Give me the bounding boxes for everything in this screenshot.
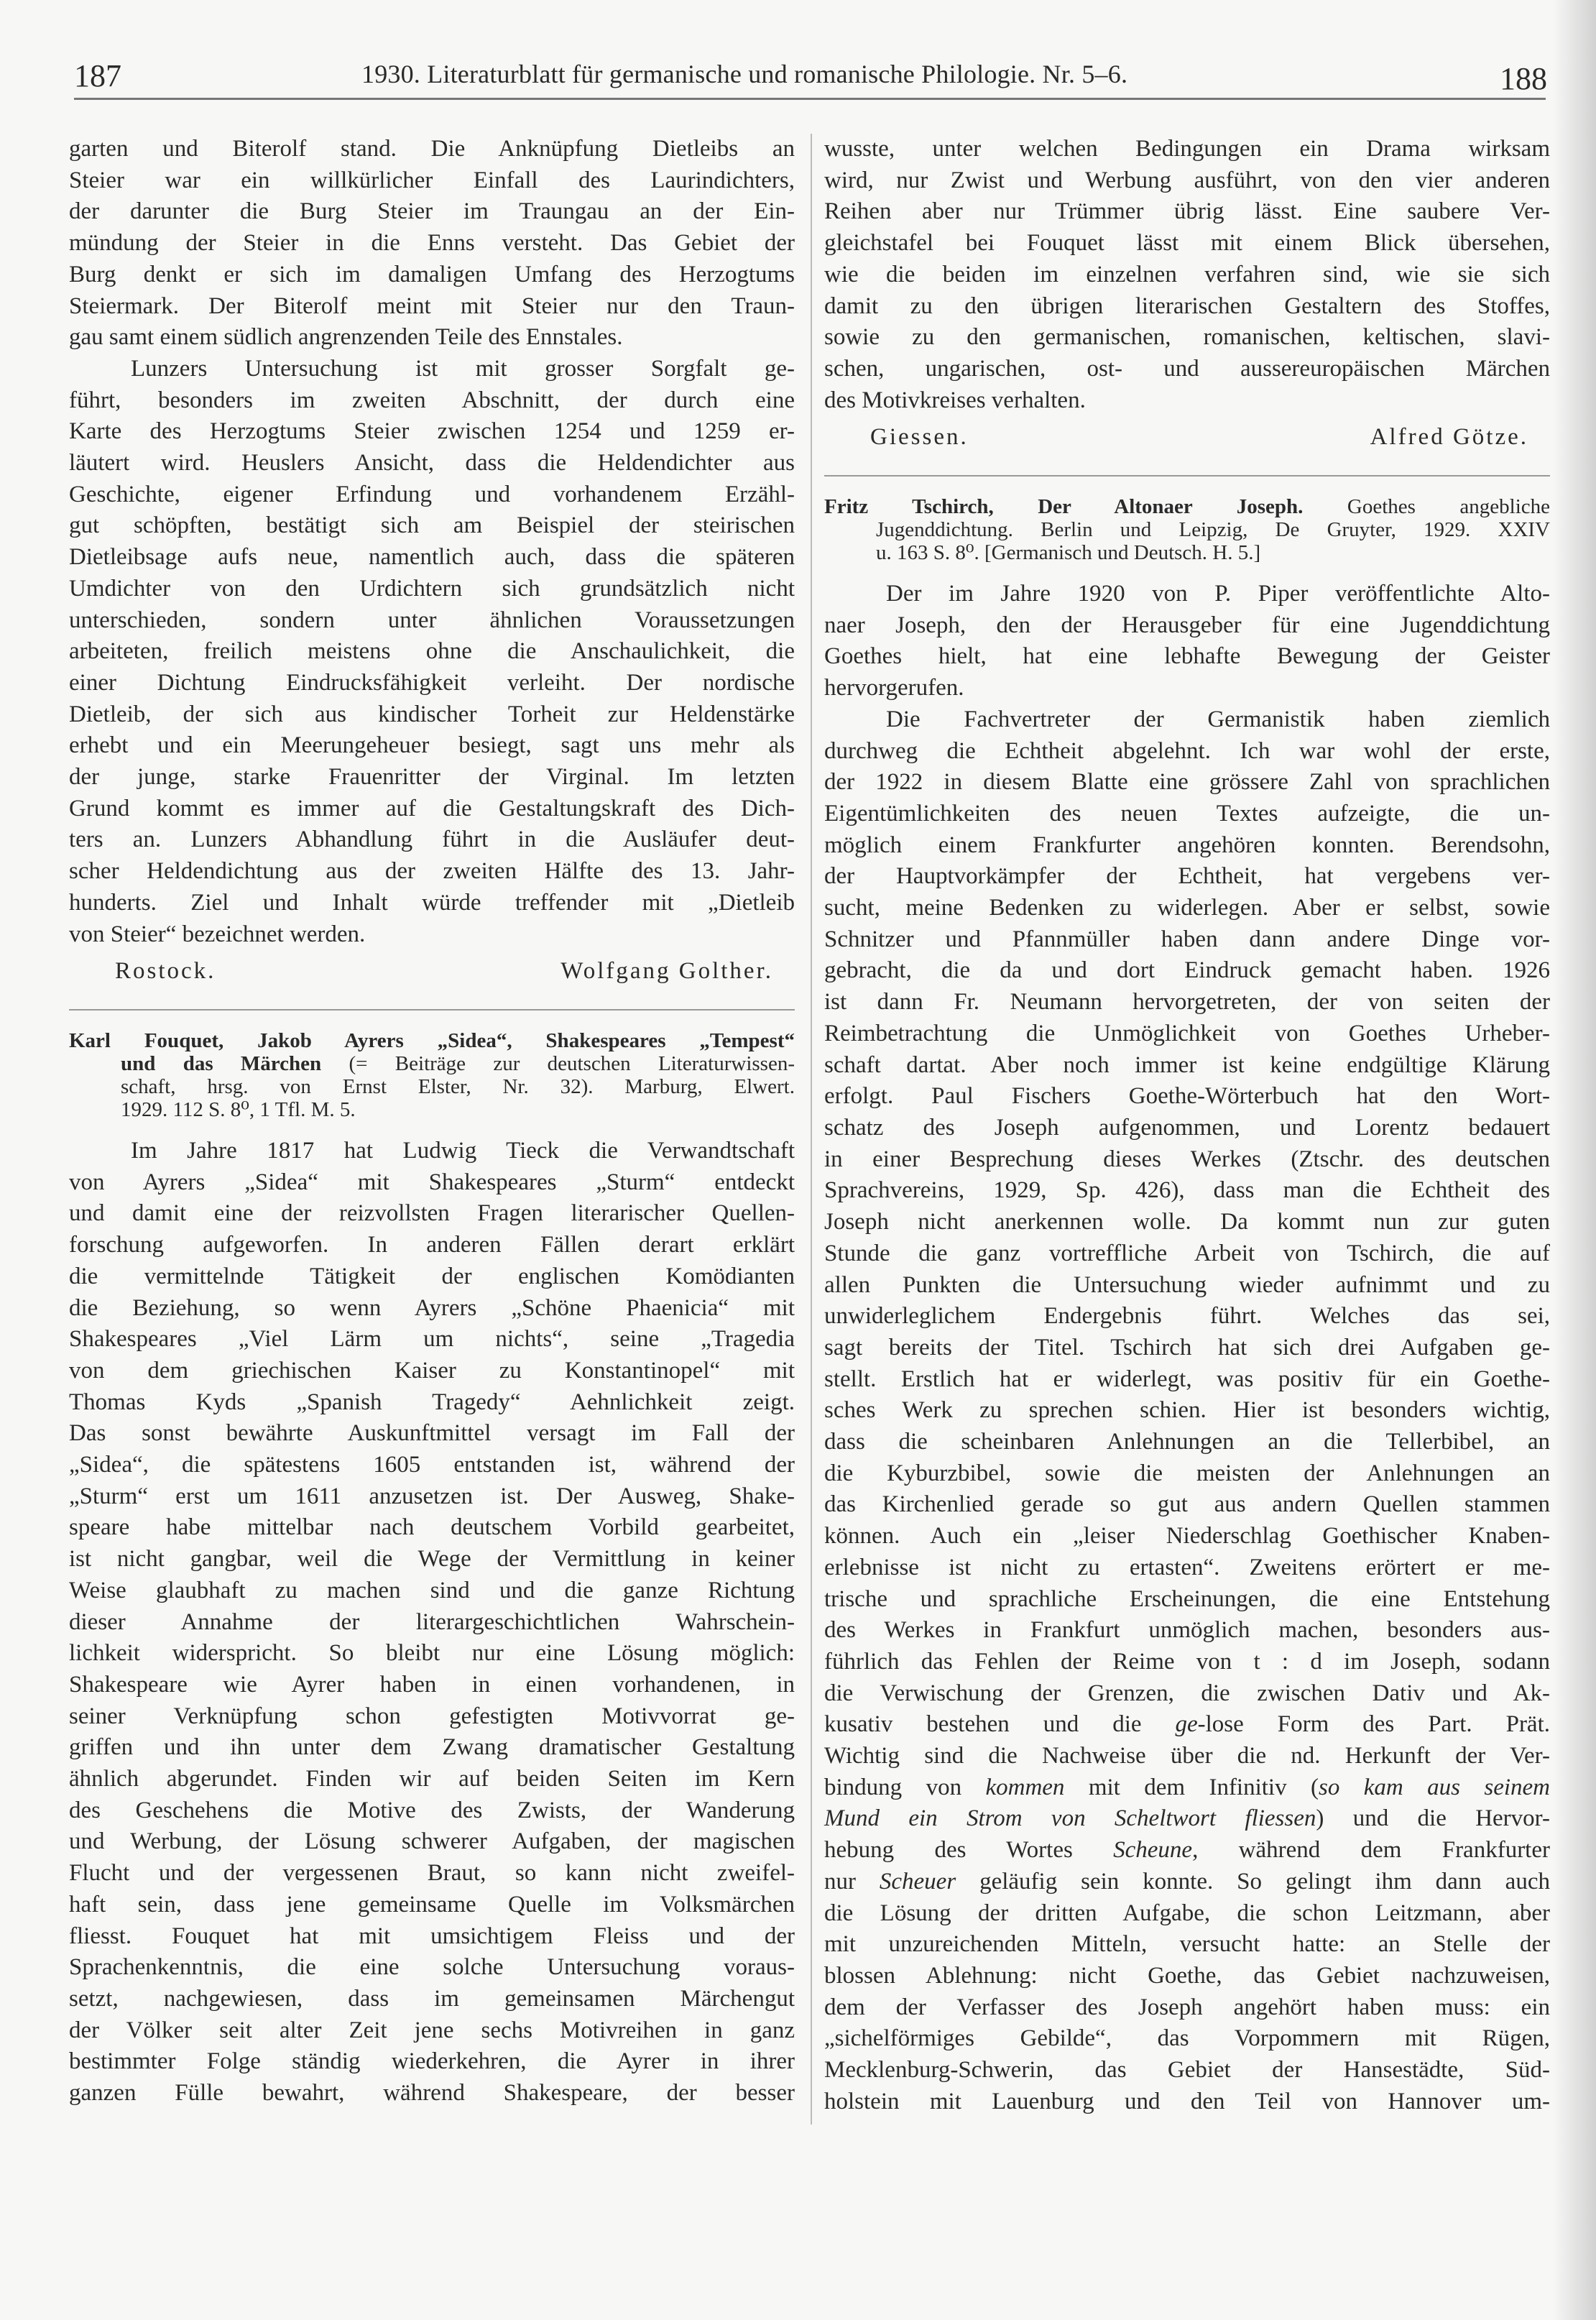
text-line: Schnitzer und Pfannmüller haben dann andere Dinge vor- <box>824 926 1550 952</box>
text-line: haft sein, dass jene gemeinsame Quelle im Volksmärchen <box>69 1891 795 1918</box>
text-line: dass die scheinbaren Anlehnungen an die Tellerbibel, an <box>824 1429 1550 1455</box>
text-line: der junge, starke Frauenritter der Virginal. Im letzten <box>69 764 795 791</box>
text-line: die Verwischung der Grenzen, die zwischen Dativ und Ak- <box>824 1680 1550 1706</box>
text-line: Steiermark. Der Biterolf meint mit Steier nur den Traun- <box>69 293 795 319</box>
text-line: lichkeit widerspricht. So bleibt nur eine Lösung möglich: <box>69 1640 795 1667</box>
text-line: von dem griechischen Kaiser zu Konstantinopel“ mit <box>69 1357 795 1384</box>
text-line: und Werbung, der Lösung schwerer Aufgaben, der magischen <box>69 1828 795 1855</box>
bibliography-fouquet <box>69 1029 795 1121</box>
biblio-title-cont: und das Märchen <box>121 1051 322 1075</box>
text-line: unterschieden, sondern unter ähnlichen Voraussetzungen <box>69 607 795 633</box>
left-column <box>69 134 795 2109</box>
text-line: fliesst. Fouquet hat mit umsichtigem Fleiss und der <box>69 1923 795 1949</box>
text-line: sches Werk zu sprechen schien. Hier ist besonders wichtig, <box>824 1397 1550 1424</box>
text-line: Mecklenburg-Schwerin, das Gebiet der Hansestädte, Süd- <box>824 2057 1550 2084</box>
text-line: holstein mit Lauenburg und den Teil von Hannover um- <box>824 2088 1550 2114</box>
text-line: von Ayrers „Sidea“ mit Shakespeares „Sturm“ entdeckt <box>69 1169 795 1195</box>
text-line: kusativ bestehen und die ge-lose Form des Part. Prät. <box>824 1711 1550 1738</box>
section-rule <box>824 475 1550 477</box>
review-lunzer-paragraph-2 <box>69 354 795 950</box>
text-line: gebracht, die da und dort Eindruck gemacht haben. 1926 <box>824 957 1550 984</box>
text-line: bindung von kommen mit dem Infinitiv (so kam aus seinem <box>824 1774 1550 1800</box>
review-tschirch-paragraph-1 <box>824 579 1550 704</box>
text-line: trische und sprachliche Erscheinungen, die eine Entstehung <box>824 1585 1550 1612</box>
text-line: wird, nur Zwist und Werbung ausführt, von den vier anderen <box>824 167 1550 193</box>
text-line: dieser Annahme der literargeschichtlichen Wahrschein- <box>69 1608 795 1635</box>
text-line: Dietleib, der sich aus kindischer Torheit zur Heldenstärke <box>69 701 795 727</box>
text-line: Reimbetrachtung die Unmöglichkeit von Goethes Urheber- <box>824 1020 1550 1046</box>
text-line: Weise glaubhaft zu machen sind und die ganze Richtung <box>69 1577 795 1603</box>
text-line: von Steier“ bezeichnet werden. <box>69 921 366 947</box>
biblio-series: (= Beiträge zur deutschen Literaturwissen- <box>321 1051 795 1075</box>
text-line: scher Heldendichtung aus der zweiten Hälfte des 13. Jahr- <box>69 858 795 885</box>
text-line: Reihen aber nur Trümmer übrig lässt. Eine saubere Ver- <box>824 198 1550 225</box>
column-divider <box>811 134 812 2125</box>
text-line: hervorgerufen. <box>824 675 964 701</box>
text-line: sagt bereits der Titel. Tschirch hat sich drei Aufgaben ge- <box>824 1334 1550 1361</box>
text-line: Stunde die ganz vortreffliche Arbeit von Tschirch, die auf <box>824 1240 1550 1266</box>
text-line: erhebt und ein Meerungeheuer besiegt, sagt uns mehr als <box>69 732 795 759</box>
signature-author: Alfred Götze. <box>1370 424 1528 451</box>
page-number-right: 188 <box>1500 61 1547 96</box>
text-line: mündung der Steier in die Enns versteht. Das Gebiet der <box>69 230 795 257</box>
text-line: blossen Ablehnung: nicht Goethe, das Gebiet nachzuweisen, <box>824 1962 1550 1989</box>
text-line: hunderts. Ziel und Inhalt würde treffender mit „Dietleib <box>69 889 795 916</box>
text-line: unwiderleglichem Endergebnis führt. Welches das sei, <box>824 1303 1550 1330</box>
text-line: Steier war ein willkürlicher Einfall des Laurindichters, <box>69 167 795 193</box>
text-line: der Völker seit alter Zeit jene sechs Motivreihen in ganz <box>69 2017 795 2043</box>
text-line: ist nicht gangbar, weil die Wege der Vermittlung in keiner <box>69 1546 795 1573</box>
signature-place: Giessen. <box>870 424 969 451</box>
text-line: Im Jahre 1817 hat Ludwig Tieck die Verwandtschaft <box>131 1137 795 1164</box>
text-line: Der im Jahre 1920 von P. Piper veröffentlichte Alto- <box>886 581 1550 607</box>
text-line: ters an. Lunzers Abhandlung führt in die Ausläufer deut- <box>69 827 795 853</box>
review-lunzer-continuation <box>69 134 795 354</box>
text-line: können. Auch ein „leiser Niederschlag Goethischer Knaben- <box>824 1523 1550 1550</box>
text-line: Geschichte, eigener Erfindung und vorhandenem Erzähl- <box>69 481 795 507</box>
signature-place: Rostock. <box>115 958 216 985</box>
text-line: forschung aufgeworfen. In anderen Fällen derart erklärt <box>69 1232 795 1258</box>
text-line: dem der Verfasser des Joseph angehört haben muss: ein <box>824 1994 1550 2020</box>
text-line: Burg denkt er sich im damaligen Umfang des Herzogtums <box>69 261 795 287</box>
page-number-left: 187 <box>74 58 121 93</box>
text-line: erfolgt. Paul Fischers Goethe-Wörterbuch hat den Wort- <box>824 1083 1550 1110</box>
header-rule <box>74 98 1546 100</box>
text-line: Flucht und der vergessenen Braut, so kann nicht zweifel- <box>69 1860 795 1887</box>
section-rule <box>69 1009 795 1011</box>
text-line: das Kirchenlied gerade so gut aus andern Quellen stammen <box>824 1491 1550 1518</box>
review-tschirch-paragraph-2 <box>824 704 1550 2118</box>
review-fouquet-continuation <box>824 134 1550 416</box>
page-edge-shadow <box>1553 0 1596 2320</box>
text-line: Umdichter von den Urdichtern sich grundsätzlich nicht <box>69 575 795 602</box>
text-line: wusste, unter welchen Bedingungen ein Drama wirksam <box>824 136 1550 162</box>
text-line: führlich das Fehlen der Reime von t : d im Joseph, sodann <box>824 1648 1550 1675</box>
text-line: „sichelförmiges Gebilde“, das Vorpommern mit Rügen, <box>824 2025 1550 2052</box>
text-line: der Hauptvorkämpfer der Echtheit, hat vergebens ver- <box>824 863 1550 890</box>
text-line: gau samt einem südlich angrenzenden Teile des Ennstales. <box>69 324 623 351</box>
biblio-publisher: schaft, hrsg. von Ernst Elster, Nr. 32). Marburg, Elwert. <box>121 1074 795 1098</box>
text-line: Goethes hielt, hat eine lebhafte Bewegung der Geister <box>824 643 1550 670</box>
biblio-title: Jakob Ayrers „Sidea“, Shakespeares „Tempest“ <box>223 1028 795 1052</box>
text-line: ganzen Fülle bewahrt, während Shakespeare, der besser <box>69 2080 795 2107</box>
text-line: die vermittelnde Tätigkeit der englischen Komödianten <box>69 1263 795 1289</box>
review-fouquet-body <box>69 1136 795 2109</box>
text-line: setzt, nachgewiesen, dass im gemeinsamen Märchengut <box>69 1985 795 2012</box>
text-line: Lunzers Untersuchung ist mit grosser Sorgfalt ge- <box>131 355 795 382</box>
text-line: griffen und ihn unter dem Zwang dramatischer Gestaltung <box>69 1734 795 1761</box>
biblio-details: 1929. 112 S. 8⁰, 1 Tfl. M. 5. <box>121 1097 356 1121</box>
signature-golther <box>69 956 795 988</box>
text-line: arbeiteten, freilich meistens ohne die Anschaulichkeit, die <box>69 638 795 665</box>
text-line: Karte des Herzogtums Steier zwischen 1254 und 1259 er- <box>69 418 795 445</box>
text-line: der darunter die Burg Steier im Traungau an der Ein- <box>69 198 795 225</box>
text-line: Eigentümlichkeiten des neuen Textes aufzeigte, die un- <box>824 800 1550 827</box>
signature-author: Wolfgang Golther. <box>561 958 773 985</box>
biblio-publisher: Jugenddichtung. Berlin und Leipzig, De Gruyter, 1929. XXIV <box>876 518 1550 542</box>
text-line: speare habe mittelbar nach deutschem Vorbild gearbeitet, <box>69 1514 795 1541</box>
text-line: Mund ein Strom von Scheltwort fliessen) und die Hervor- <box>824 1805 1550 1832</box>
journal-title: 1930. Literaturblatt für germanische und romanische Philologie. Nr. 5–6. <box>361 60 1128 88</box>
text-line: Grund kommt es immer auf die Gestaltungskraft des Dich- <box>69 795 795 821</box>
biblio-author: Karl Fouquet, <box>69 1028 224 1052</box>
text-line: Thomas Kyds „Spanish Tragedy“ Aehnlichkeit zeigt. <box>69 1389 795 1415</box>
text-line: mit unzureichenden Mitteln, versucht hatte: an Stelle der <box>824 1931 1550 1958</box>
text-line: Shakespeares „Viel Lärm um nichts“, seine „Tragedia <box>69 1326 795 1353</box>
text-line: „Sidea“, die spätestens 1605 entstanden ist, während der <box>69 1452 795 1478</box>
text-line: schen, ungarischen, ost- und aussereuropäischen Märchen <box>824 355 1550 382</box>
text-line: Das sonst bewährte Auskunftmittel versagt im Fall der <box>69 1420 795 1447</box>
biblio-subtitle: Goethes angebliche <box>1303 495 1550 519</box>
text-line: gut schöpften, bestätigt sich am Beispiel der steirischen <box>69 512 795 539</box>
text-line: schaft dartat. Aber noch immer ist keine endgültige Klärung <box>824 1051 1550 1078</box>
text-line: Joseph nicht anerkennen wolle. Da kommt nun zur guten <box>824 1209 1550 1235</box>
text-line: die Lösung der dritten Aufgabe, die schon Leitzmann, aber <box>824 1900 1550 1926</box>
running-head <box>74 50 1547 101</box>
text-line: und damit eine der reizvollsten Fragen literarischer Quellen- <box>69 1200 795 1227</box>
text-line: führt, besonders im zweiten Abschnitt, der durch eine <box>69 387 795 413</box>
text-line: Shakespeare wie Ayrer haben in einen vorhandenen, in <box>69 1671 795 1698</box>
text-line: hebung des Wortes Scheune, während dem Frankfurter <box>824 1837 1550 1864</box>
text-line: seiner Verknüpfung schon gefestigten Motivvorrat ge- <box>69 1703 795 1729</box>
text-line: die Beziehung, so wenn Ayrers „Schöne Phaenicia“ mit <box>69 1294 795 1321</box>
text-line: gleichstafel bei Fouquet lässt mit einem Blick übersehen, <box>824 230 1550 257</box>
text-line: die Kyburzbibel, sowie die meisten der Anlehnungen an <box>824 1460 1550 1486</box>
text-line: allen Punkten die Untersuchung wieder aufnimmt und zu <box>824 1271 1550 1298</box>
text-line: durchweg die Echtheit abgelehnt. Ich war wohl der erste, <box>824 737 1550 764</box>
text-line: ähnlich abgerundet. Finden wir auf beiden Seiten im Kern <box>69 1766 795 1792</box>
text-line: läutert wird. Heuslers Ansicht, dass die Heldendichter aus <box>69 450 795 477</box>
text-line: nur Scheuer geläufig sein konnte. So gelingt ihm dann auch <box>824 1868 1550 1895</box>
text-line: naer Joseph, den der Herausgeber für eine Jugenddichtung <box>824 612 1550 638</box>
text-line: stellt. Erstlich hat er widerlegt, was positiv für ein Goethe- <box>824 1366 1550 1392</box>
text-line: Die Fachvertreter der Germanistik haben ziemlich <box>886 706 1550 732</box>
signature-goetze <box>824 422 1550 454</box>
text-line: des Motivkreises verhalten. <box>824 387 1086 413</box>
right-column <box>824 134 1550 2117</box>
text-line: garten und Biterolf stand. Die Anknüpfung Dietleibs an <box>69 136 795 162</box>
text-line: wie die beiden im einzelnen verfahren sind, wie sie sich <box>824 261 1550 287</box>
text-line: sucht, meine Bedenken zu widerlegen. Aber er selbst, sowie <box>824 895 1550 921</box>
text-line: möglich einem Frankfurter angehören konnten. Berendsohn, <box>824 832 1550 858</box>
text-line: des Geschehens die Motive des Zwists, der Wanderung <box>69 1797 795 1823</box>
text-line: einer Dichtung Eindrucksfähigkeit verleiht. Der nordische <box>69 669 795 696</box>
bibliography-tschirch <box>824 495 1550 564</box>
text-line: damit zu den übrigen literarischen Gestaltern des Stoffes, <box>824 293 1550 319</box>
text-line: sowie zu den germanischen, romanischen, keltischen, slavi- <box>824 324 1550 351</box>
text-line: ist dann Fr. Neumann hervorgetreten, der von seiten der <box>824 989 1550 1016</box>
text-line: Wichtig sind die Nachweise über die nd. Herkunft der Ver- <box>824 1743 1550 1769</box>
text-line: der 1922 in diesem Blatte eine grössere Zahl von sprachlichen <box>824 769 1550 796</box>
text-line: bestimmter Folge ständig wiederkehren, die Ayrer in ihrer <box>69 2048 795 2075</box>
biblio-details: u. 163 S. 8⁰. [Germanisch und Deutsch. H. 5.] <box>876 541 1261 565</box>
text-line: in einer Besprechung dieses Werkes (Ztschr. des deutschen <box>824 1146 1550 1172</box>
text-line: „Sturm“ erst um 1611 anzusetzen ist. Der Ausweg, Shake- <box>69 1483 795 1509</box>
text-line: erlebnisse ist nicht zu ertasten“. Zweitens erörtert er me- <box>824 1554 1550 1580</box>
text-line: Sprachvereins, 1929, Sp. 426), dass man die Echtheit des <box>824 1177 1550 1204</box>
text-line: Dietleibsage aufs neue, namentlich auch, dass die späteren <box>69 544 795 571</box>
text-line: Sprachenkenntnis, die eine solche Untersuchung voraus- <box>69 1954 795 1981</box>
biblio-author-title: Fritz Tschirch, Der Altonaer Joseph. <box>824 495 1304 519</box>
text-line: schatz des Joseph aufgenommen, und Lorentz bedauert <box>824 1114 1550 1141</box>
text-line: des Werkes in Frankfurt unmöglich machen, besonders aus- <box>824 1617 1550 1644</box>
